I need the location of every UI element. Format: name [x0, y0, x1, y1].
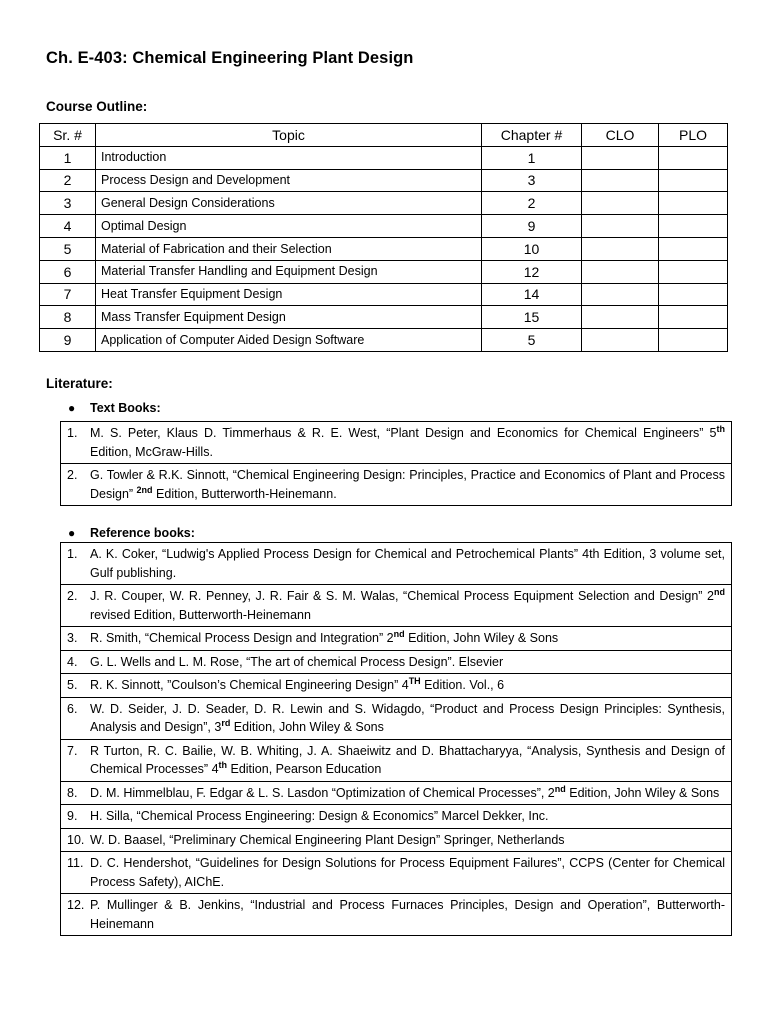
reference-books-label: Reference books:	[90, 526, 195, 540]
plo-cell	[659, 237, 728, 260]
sr-cell: 4	[40, 215, 96, 238]
page-title: Ch. E-403: Chemical Engineering Plant Design	[46, 49, 414, 67]
reference-text	[90, 700, 725, 737]
reference-item	[61, 805, 731, 829]
clo-cell	[582, 306, 659, 329]
table-row	[40, 146, 728, 169]
reference-text-part: D. M. Himmelblau, F. Edgar & L. S. Lasdon “Optimization of Chemical Processes”, 2	[90, 785, 555, 800]
plo-cell	[659, 283, 728, 306]
reference-text-part: W. D. Seider, J. D. Seader, D. R. Lewin and S. Widagdo, “Product and Process Design Principles: Synthesis, Analysis and Design”, 3	[90, 701, 725, 734]
topic-cell: Mass Transfer Equipment Design	[96, 306, 482, 329]
reference-number: 9.	[67, 809, 78, 823]
reference-item	[61, 627, 731, 651]
sr-cell: 8	[40, 306, 96, 329]
reference-text	[90, 807, 725, 826]
clo-cell	[582, 192, 659, 215]
clo-cell	[582, 260, 659, 283]
table-row	[40, 237, 728, 260]
reference-number: 4.	[67, 654, 78, 669]
reference-text	[90, 854, 725, 891]
topic-cell: Heat Transfer Equipment Design	[96, 283, 482, 306]
reference-item	[61, 422, 731, 464]
table-header-row	[40, 124, 728, 147]
chapter-cell: 9	[482, 215, 582, 238]
reference-number: 7.	[67, 743, 78, 758]
plo-cell	[659, 260, 728, 283]
plo-cell	[659, 306, 728, 329]
clo-cell	[582, 215, 659, 238]
topic-cell: Application of Computer Aided Design Software	[96, 329, 482, 352]
reference-item	[61, 829, 731, 853]
clo-cell	[582, 283, 659, 306]
reference-text	[90, 896, 725, 933]
reference-text	[90, 742, 725, 779]
reference-item	[61, 894, 731, 936]
reference-number: 12.	[67, 898, 85, 912]
table-row	[40, 306, 728, 329]
table-row	[40, 192, 728, 215]
topic-cell: Process Design and Development	[96, 169, 482, 192]
chapter-cell: 15	[482, 306, 582, 329]
reference-text	[90, 545, 725, 582]
plo-cell	[659, 329, 728, 352]
sr-cell: 6	[40, 260, 96, 283]
reference-number: 1.	[67, 547, 78, 561]
reference-text-part: Edition. Vol., 6	[420, 678, 505, 692]
sr-cell: 7	[40, 283, 96, 306]
reference-text	[90, 831, 725, 850]
sr-cell: 5	[40, 237, 96, 260]
reference-number: 8.	[67, 785, 78, 800]
reference-number: 3.	[67, 631, 78, 645]
reference-number: 2.	[67, 589, 78, 603]
reference-number: 11.	[67, 856, 84, 870]
sr-cell: 1	[40, 146, 96, 169]
topic-cell: Optimal Design	[96, 215, 482, 238]
reference-item	[61, 464, 731, 506]
edition-superscript: nd	[393, 628, 405, 639]
reference-text	[90, 587, 725, 624]
column-header-plo: PLO	[659, 124, 728, 147]
plo-cell	[659, 169, 728, 192]
edition-superscript: nd	[714, 586, 725, 597]
text-books-label: Text Books:	[90, 401, 161, 415]
plo-cell	[659, 215, 728, 238]
clo-cell	[582, 329, 659, 352]
reference-item	[61, 651, 731, 675]
reference-number: 6.	[67, 701, 78, 716]
reference-text	[90, 466, 725, 503]
reference-text	[90, 676, 725, 695]
text-books-bullet	[68, 401, 161, 415]
edition-superscript: th	[716, 423, 725, 434]
edition-superscript: th	[218, 759, 228, 770]
reference-item	[61, 852, 731, 894]
text-books-list	[60, 421, 732, 506]
reference-text-part: R. K. Sinnott, ”Coulson’s Chemical Engineering Design” 4	[90, 678, 409, 692]
reference-text-part: G. Towler & R.K. Sinnott, “Chemical Engineering Design: Principles, Practice and Economics of Plant and Process Design”	[90, 468, 725, 501]
clo-cell	[582, 169, 659, 192]
table-row	[40, 215, 728, 238]
reference-item	[61, 543, 731, 585]
column-header-sr: Sr. #	[40, 124, 96, 147]
bullet-dot: ●	[68, 526, 76, 540]
chapter-cell: 1	[482, 146, 582, 169]
column-header-clo: CLO	[582, 124, 659, 147]
reference-number: 2.	[67, 468, 78, 482]
clo-cell	[582, 237, 659, 260]
reference-item	[61, 740, 731, 782]
reference-books-list	[60, 542, 732, 936]
course-outline-table	[39, 123, 728, 352]
reference-books-bullet	[68, 526, 195, 540]
reference-text-part: W. D. Baasel, “Preliminary Chemical Engineering Plant Design” Springer, Netherlands	[90, 832, 565, 847]
reference-text-part: R Turton, R. C. Bailie, W. B. Whiting, J. A. Shaeiwitz and D. Bhattacharyya, “Analysis, Synthesis and Design of Chemical Processes” 4	[90, 743, 725, 776]
reference-text-part: Edition, McGraw-Hills.	[90, 444, 213, 459]
plo-cell	[659, 146, 728, 169]
edition-superscript: nd	[554, 783, 566, 794]
topic-cell: Introduction	[96, 146, 482, 169]
reference-text	[90, 424, 725, 461]
sr-cell: 2	[40, 169, 96, 192]
reference-item	[61, 674, 731, 698]
literature-heading: Literature:	[46, 376, 113, 391]
reference-text-part: A. K. Coker, “Ludwig's Applied Process Design for Chemical and Petrochemical Plants” 4th Edition, 3 volume set, Gulf publishing.	[90, 547, 725, 580]
plo-cell	[659, 192, 728, 215]
reference-text-part: M. S. Peter, Klaus D. Timmerhaus & R. E. West, “Plant Design and Economics for Chemical Engineers” 5	[90, 426, 717, 440]
topic-cell: General Design Considerations	[96, 192, 482, 215]
edition-superscript: rd	[221, 717, 231, 728]
reference-number: 1.	[67, 426, 78, 440]
clo-cell	[582, 146, 659, 169]
reference-text-part: G. L. Wells and L. M. Rose, “The art of chemical Process Design”. Elsevier	[90, 654, 504, 669]
reference-text-part: Edition, John Wiley & Sons	[565, 785, 720, 800]
column-header-chapter: Chapter #	[482, 124, 582, 147]
reference-item	[61, 585, 731, 627]
reference-item	[61, 782, 731, 806]
bullet-dot: ●	[68, 401, 76, 415]
reference-text-part: Edition, John Wiley & Sons	[230, 720, 384, 734]
reference-text-part: D. C. Hendershot, “Guidelines for Design Solutions for Process Equipment Failures”, CCPS (Center for Chemical Process Safety), AIChE.	[90, 856, 725, 889]
reference-text-part: J. R. Couper, W. R. Penney, J. R. Fair & S. M. Walas, “Chemical Process Equipment Selection and Design” 2	[90, 589, 714, 603]
reference-text-part: R. Smith, “Chemical Process Design and Integration” 2	[90, 631, 394, 645]
chapter-cell: 10	[482, 237, 582, 260]
reference-text-part: Edition, John Wiley & Sons	[404, 631, 559, 645]
reference-text-part: Edition, Butterworth-Heinemann.	[152, 486, 337, 501]
reference-item	[61, 698, 731, 740]
chapter-cell: 12	[482, 260, 582, 283]
chapter-cell: 14	[482, 283, 582, 306]
chapter-cell: 3	[482, 169, 582, 192]
reference-text-part: P. Mullinger & B. Jenkins, “Industrial and Process Furnaces Principles, Design and Operation”, Butterworth-Heinemann	[90, 898, 725, 931]
reference-text	[90, 653, 725, 672]
sr-cell: 9	[40, 329, 96, 352]
topic-cell: Material Transfer Handling and Equipment Design	[96, 260, 482, 283]
reference-text	[90, 629, 725, 648]
table-row	[40, 169, 728, 192]
course-outline-heading: Course Outline:	[46, 99, 148, 114]
edition-superscript: 2nd	[136, 484, 153, 495]
column-header-topic: Topic	[96, 124, 482, 147]
table-row	[40, 260, 728, 283]
sr-cell: 3	[40, 192, 96, 215]
topic-cell: Material of Fabrication and their Selection	[96, 237, 482, 260]
reference-text	[90, 784, 725, 803]
reference-number: 5.	[67, 678, 78, 692]
table-row	[40, 283, 728, 306]
reference-text-part: Edition, Pearson Education	[227, 762, 382, 776]
edition-superscript: TH	[408, 675, 421, 686]
chapter-cell: 2	[482, 192, 582, 215]
table-row	[40, 329, 728, 352]
reference-text-part: revised Edition, Butterworth-Heinemann	[90, 607, 311, 622]
reference-text-part: H. Silla, “Chemical Process Engineering: Design & Economics” Marcel Dekker, Inc.	[90, 809, 549, 823]
reference-number: 10.	[67, 832, 85, 847]
chapter-cell: 5	[482, 329, 582, 352]
